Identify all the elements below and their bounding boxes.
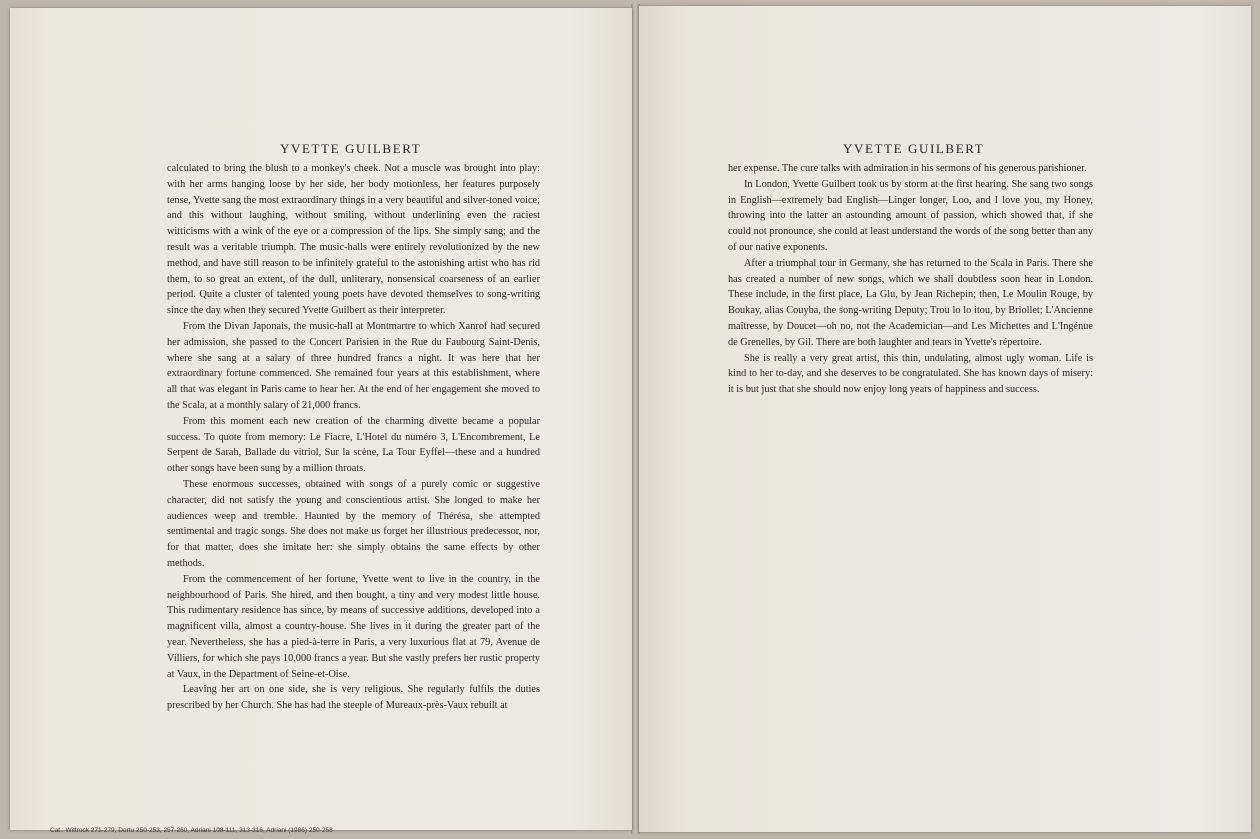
left-paragraph-4: These enormous successes, obtained with songs of a purely comic or suggestive character, did not satisfy the young and conscientious artist. She longed to make her audiences weep and tremble. Haunted by the memory of Thérésa, she attempted sentimental and tragic songs. She does not make us forget her illustrious predecessor, nor, for that matter, does she imitate her: she simply obtains the same effects by other methods.: [167, 478, 540, 569]
right-paragraph-2: In London, Yvette Guilbert took us by storm at the first hearing. She sang two songs in English—extremely bad English—Linger longer, Loo, and I love you, my Honey, throwing into the latter an astounding amount of passion, which showed that, if she could not pronounce, she could at least understand the words of the song better than any of our native exponents.: [728, 178, 1093, 253]
right-paragraph-3: After a triumphal tour in Germany, she has returned to the Scala in Paris. There she has created a number of new songs, which we shall doubtless soon hear in London. These include, in the first place, La Glu, by Jean Richepin; then, Le Moulin Rouge, by Boukay, alias Couyba, the song-writing Deputy; Trou lo lo itou, by Briollet; L'Ancienne maîtresse, by Doucet—oh no, not the Academician—and Les Michettes and L'Ingénue de Grenelles, by Gil. There are both laughter and tears in Yvette's répertoire.: [728, 257, 1093, 348]
right-paragraph-1: her expense. The cure talks with admiration in his sermons of his generous parishioner.: [728, 163, 1087, 174]
catalogue-reference: [50, 827, 333, 835]
left-paragraph-3: From this moment each new creation of the charming divette became a popular success. To quote from memory: Le Fiacre, L'Hotel du numéro 3, L'Encombrement, Le Serpent de Sarah, Ballade du vitriol, Sur la scène, La Tour Eyffel—these and a hundred other songs have been sung by a million throats.: [167, 415, 540, 475]
left-paragraph-6: Leaving her art on one side, she is very religious. She regularly fulfils the duties prescribed by her Church. She has had the steeple of Mureaux-près-Vaux rebuilt at: [167, 684, 540, 712]
left-paragraph-2: From the Divan Japonais, the music-hall at Montmartre to which Xanrof had secured her admission, she passed to the Concert Parisien in the Rue du Faubourg Saint-Denis, where she sang at a salary of three hundred francs a night. It was here that her extraordinary fortune commenced. She remained four years at this establishment, where all that was elegant in Paris came to hear her. At the end of her engagement she moved to the Scala, at a monthly salary of 21,000 francs.: [167, 320, 540, 411]
right-body-text: [728, 161, 1093, 398]
left-paragraph-1: calculated to bring the blush to a monkey's cheek. Not a muscle was brought into play: with her arms hanging loose by her side, her body motionless, her features purposely tense, Yvette sang the most extraordinary things in a very beautiful and silver-toned voice; and this without laughing, without smiling, without underlining even the raciest witticisms with a wink of the eye or a compression of the lips. She simply sang; and the result was a veritable triumph. The music-halls were entirely revolutionized by the new method, and have still reason to be infinitely grateful to the astonishing artist who has rid them, to so great an extent, of the dull, unliterary, nonsensical coarseness of an earlier period. Quite a cluster of talented young poets have devoted themselves to song-writing since the day when they secured Yvette Guilbert as their interpreter.: [167, 163, 540, 317]
left-page: [10, 8, 632, 830]
right-paragraph-4: She is really a very great artist, this thin, undulating, almost ugly woman. Life is kind to her to-day, and she deserves to be congratulated. She has known days of misery: it is but just that she should now enjoy long years of happiness and success.: [728, 352, 1093, 396]
right-running-head: YVETTE GUILBERT: [843, 141, 985, 156]
left-paragraph-5: From the commencement of her fortune, Yvette went to live in the country, in the neighbourhood of Paris. She hired, and then bought, a tiny and very modest little house. This rudimentary residence has since, by means of successive additions, developed into a magnificent villa, almost a country-house. She lives in it during the greater part of the year. Nevertheless, she has a pied-à-terre in Paris, a very luxurious flat at 79, Avenue de Villiers, for which she pays 10,000 francs a year. But she vastly prefers her rustic property at Vaux, in the Department of Seine-et-Oise.: [167, 573, 540, 680]
catalogue-reference-line: Cat.: Wittrock 271-279, Dortu 250-253, 257-260, Adriani 108-111, 313-316, Adriani (1986) 250-258: [50, 827, 333, 834]
left-running-head: YVETTE GUILBERT: [280, 141, 422, 156]
left-body-text: [167, 161, 540, 714]
right-page: [639, 6, 1251, 832]
